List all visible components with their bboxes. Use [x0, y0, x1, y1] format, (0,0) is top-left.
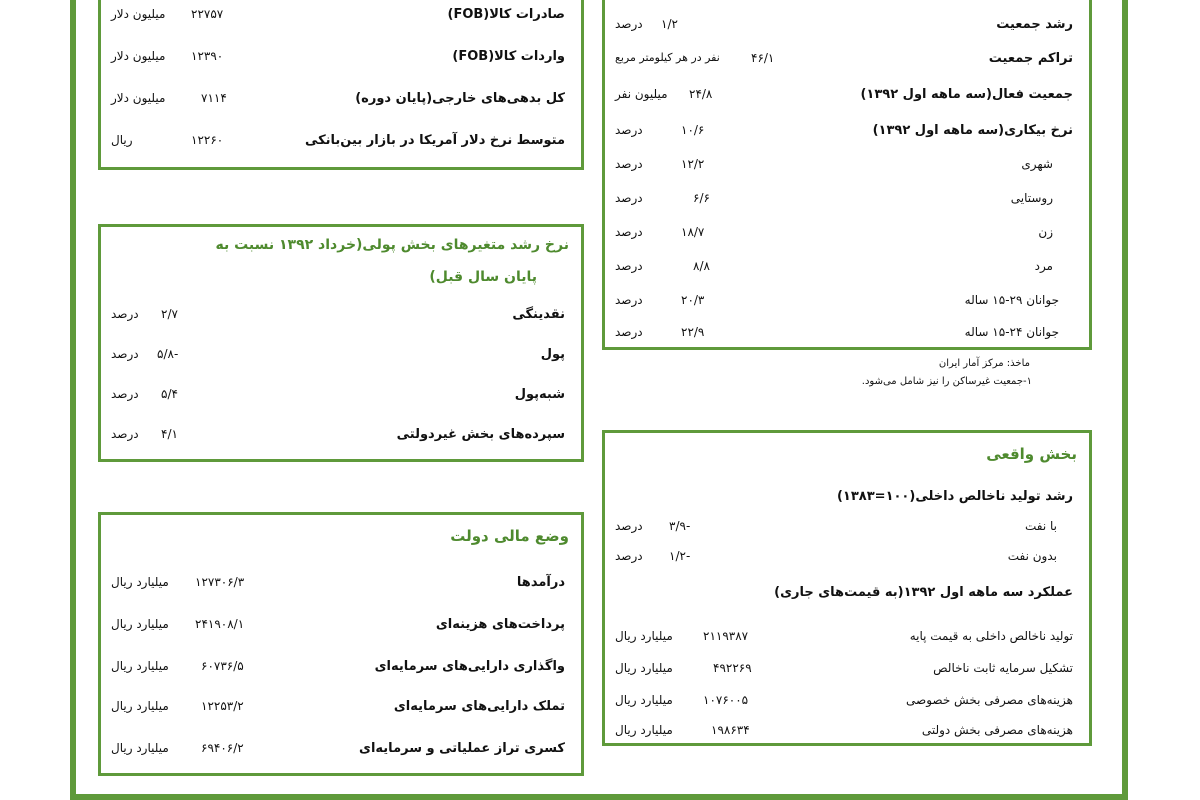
population-row [605, 219, 1089, 249]
population-box [602, 0, 1092, 350]
fiscal-title: وضع مالی دولت [450, 527, 569, 545]
row-unit: درصد [615, 293, 643, 307]
row-label: کل بدهی‌های خارجی(پایان دوره) [355, 91, 565, 106]
row-value: ۱۸/۷ [681, 225, 705, 239]
monetary-row [101, 301, 581, 331]
row-value: ۱۲۲۵۳/۲ [201, 699, 244, 713]
row-label: کسری تراز عملیاتی و سرمایه‌ای [359, 741, 565, 756]
row-value: ۱/۲ [661, 17, 678, 31]
page-frame-left [70, 0, 76, 800]
row-unit: درصد [615, 519, 643, 533]
row-label: صادرات کالا(FOB) [447, 7, 565, 22]
row-label: بدون نفت [1007, 549, 1057, 563]
trade-row [101, 43, 581, 73]
source-note: ماخذ: مرکز آمار ایران [938, 358, 1030, 369]
monetary-row [101, 341, 581, 371]
monetary-row [101, 421, 581, 451]
row-value: ۵/۴ [161, 387, 178, 401]
row-label: واردات کالا(FOB) [452, 49, 565, 64]
row-value: ۲۲/۹ [681, 325, 705, 339]
row-value: ۲۴۱۹۰۸/۱ [195, 617, 245, 631]
perf-row [605, 717, 1089, 747]
real-sector-title: بخش واقعی [986, 445, 1077, 463]
population-row [605, 151, 1089, 181]
row-unit: میلیون دلار [111, 7, 166, 21]
fiscal-row [101, 611, 581, 641]
row-label: تملک دارایی‌های سرمایه‌ای [393, 699, 565, 714]
trade-box [98, 0, 584, 170]
row-unit: میلیارد ریال [615, 723, 673, 737]
row-value: ۶/۶ [693, 191, 710, 205]
footnote: ۱-جمعیت غیرساکن را نیز شامل می‌شود. [861, 376, 1032, 387]
row-unit: درصد [111, 387, 139, 401]
row-value: ۲۴/۸ [689, 87, 713, 101]
row-label: روستایی [1010, 191, 1053, 205]
row-value: -۱/۲ [669, 549, 691, 563]
fiscal-row [101, 735, 581, 765]
fiscal-box [98, 512, 584, 776]
row-unit: درصد [111, 307, 139, 321]
population-row [605, 287, 1089, 317]
row-label: هزینه‌های مصرفی بخش دولتی [921, 723, 1073, 737]
row-unit: میلیارد ریال [615, 693, 673, 707]
row-value: -۵/۸ [157, 347, 179, 361]
row-value: ۶۹۴۰۶/۲ [201, 741, 244, 755]
row-label: متوسط نرخ دلار آمریکا در بازار بین‌بانکی [304, 133, 565, 148]
row-unit: درصد [615, 157, 643, 171]
row-label: تراکم جمعیت [988, 51, 1073, 66]
monetary-box [98, 224, 584, 462]
row-value: ۲۲۷۵۷ [191, 7, 224, 21]
page-frame-bottom [70, 794, 1128, 800]
trade-row [101, 85, 581, 115]
row-value: ۴/۱ [161, 427, 178, 441]
row-value: ۴۹۲۲۶۹ [713, 661, 752, 675]
monetary-row [101, 381, 581, 411]
row-label: با نفت [1024, 519, 1057, 533]
perf-row [605, 655, 1089, 685]
row-label: پول [540, 347, 565, 362]
row-value: ۱۰۷۶۰۰۵ [703, 693, 749, 707]
row-unit: میلیارد ریال [615, 629, 673, 643]
population-row [605, 81, 1089, 111]
row-label: نقدینگی [512, 307, 565, 322]
row-unit: میلیارد ریال [111, 617, 169, 631]
row-label: نرخ بیکاری(سه ماهه اول ۱۳۹۲) [872, 123, 1073, 138]
row-unit: درصد [615, 191, 643, 205]
row-value: ۲۱۱۹۳۸۷ [703, 629, 749, 643]
population-row [605, 117, 1089, 147]
row-value: ۱۲۷۳۰۶/۳ [195, 575, 245, 589]
row-value: ۶۰۷۳۶/۵ [201, 659, 244, 673]
row-unit: درصد [615, 549, 643, 563]
row-value: ۸/۸ [693, 259, 710, 273]
row-unit: میلیارد ریال [111, 659, 169, 673]
perf-row [605, 623, 1089, 653]
perf-heading [605, 581, 1089, 611]
row-unit: میلیارد ریال [111, 699, 169, 713]
row-label: رشد جمعیت [996, 17, 1073, 32]
row-unit: میلیون دلار [111, 91, 166, 105]
trade-row [101, 1, 581, 31]
row-value: -۳/۹ [669, 519, 691, 533]
row-label: سپرده‌های بخش غیردولتی [396, 427, 565, 442]
gdp-row [605, 543, 1089, 573]
population-row [605, 45, 1089, 75]
row-value: ۷۱۱۴ [201, 91, 227, 105]
row-unit: میلیارد ریال [111, 741, 169, 755]
row-label: تشکیل سرمایه ثابت ناخالص [933, 661, 1073, 675]
row-value: ۱۹۸۶۳۴ [711, 723, 750, 737]
row-unit: میلیون نفر [615, 87, 668, 101]
page-frame-right [1122, 0, 1128, 800]
row-label: تولید ناخالص داخلی به قیمت پایه [909, 629, 1073, 643]
row-value: ۱۲۳۹۰ [191, 49, 224, 63]
row-value: ۱۲۲۶۰ [191, 133, 224, 147]
gdp-heading [605, 485, 1089, 515]
row-label: شهری [1021, 157, 1053, 171]
population-row [605, 253, 1089, 283]
row-unit: میلیارد ریال [111, 575, 169, 589]
population-row [605, 11, 1089, 41]
monetary-title-line2: پایان سال قبل) [429, 269, 537, 285]
real-sector-box [602, 430, 1092, 746]
row-value: ۱۰/۶ [681, 123, 705, 137]
row-label: جوانان ۲۹-۱۵ ساله [964, 293, 1059, 307]
monetary-title: نرخ رشد متغیرهای بخش پولی(خرداد ۱۳۹۲ نسبت به [215, 237, 569, 253]
row-unit: درصد [111, 347, 139, 361]
perf-row [605, 687, 1089, 717]
row-unit: درصد [615, 123, 643, 137]
row-unit: درصد [615, 259, 643, 273]
row-unit: میلیون دلار [111, 49, 166, 63]
gdp-heading-label: رشد تولید ناخالص داخلی(۱۰۰=۱۳۸۳) [836, 489, 1073, 504]
row-value: ۴۶/۱ [751, 51, 775, 65]
row-unit: میلیارد ریال [615, 661, 673, 675]
row-label: شبه‌پول [514, 387, 565, 402]
population-row [605, 319, 1089, 349]
fiscal-row [101, 653, 581, 683]
row-unit: نفر در هر کیلومتر مربع [615, 51, 720, 64]
population-row [605, 185, 1089, 215]
row-label: درآمدها [516, 575, 565, 590]
fiscal-row [101, 693, 581, 723]
row-label: پرداخت‌های هزینه‌ای [435, 617, 565, 632]
row-label: زن [1038, 225, 1053, 239]
row-unit: ریال [111, 133, 133, 147]
trade-row [101, 127, 581, 157]
row-unit: درصد [615, 225, 643, 239]
row-label: هزینه‌های مصرفی بخش خصوصی [906, 693, 1073, 707]
perf-heading-label: عملکرد سه ماهه اول ۱۳۹۲(به قیمت‌های جاری) [774, 585, 1073, 600]
gdp-row [605, 513, 1089, 543]
row-value: ۲۰/۳ [681, 293, 705, 307]
row-unit: درصد [111, 427, 139, 441]
row-unit: درصد [615, 17, 643, 31]
row-value: ۱۲/۲ [681, 157, 705, 171]
row-unit: درصد [615, 325, 643, 339]
row-label: جوانان ۲۴-۱۵ ساله [964, 325, 1059, 339]
row-label: مرد [1034, 259, 1053, 273]
row-value: ۲/۷ [161, 307, 178, 321]
fiscal-row [101, 569, 581, 599]
row-label: واگذاری دارایی‌های سرمایه‌ای [374, 659, 565, 674]
row-label: جمعیت فعال(سه ماهه اول ۱۳۹۲) [860, 87, 1073, 102]
